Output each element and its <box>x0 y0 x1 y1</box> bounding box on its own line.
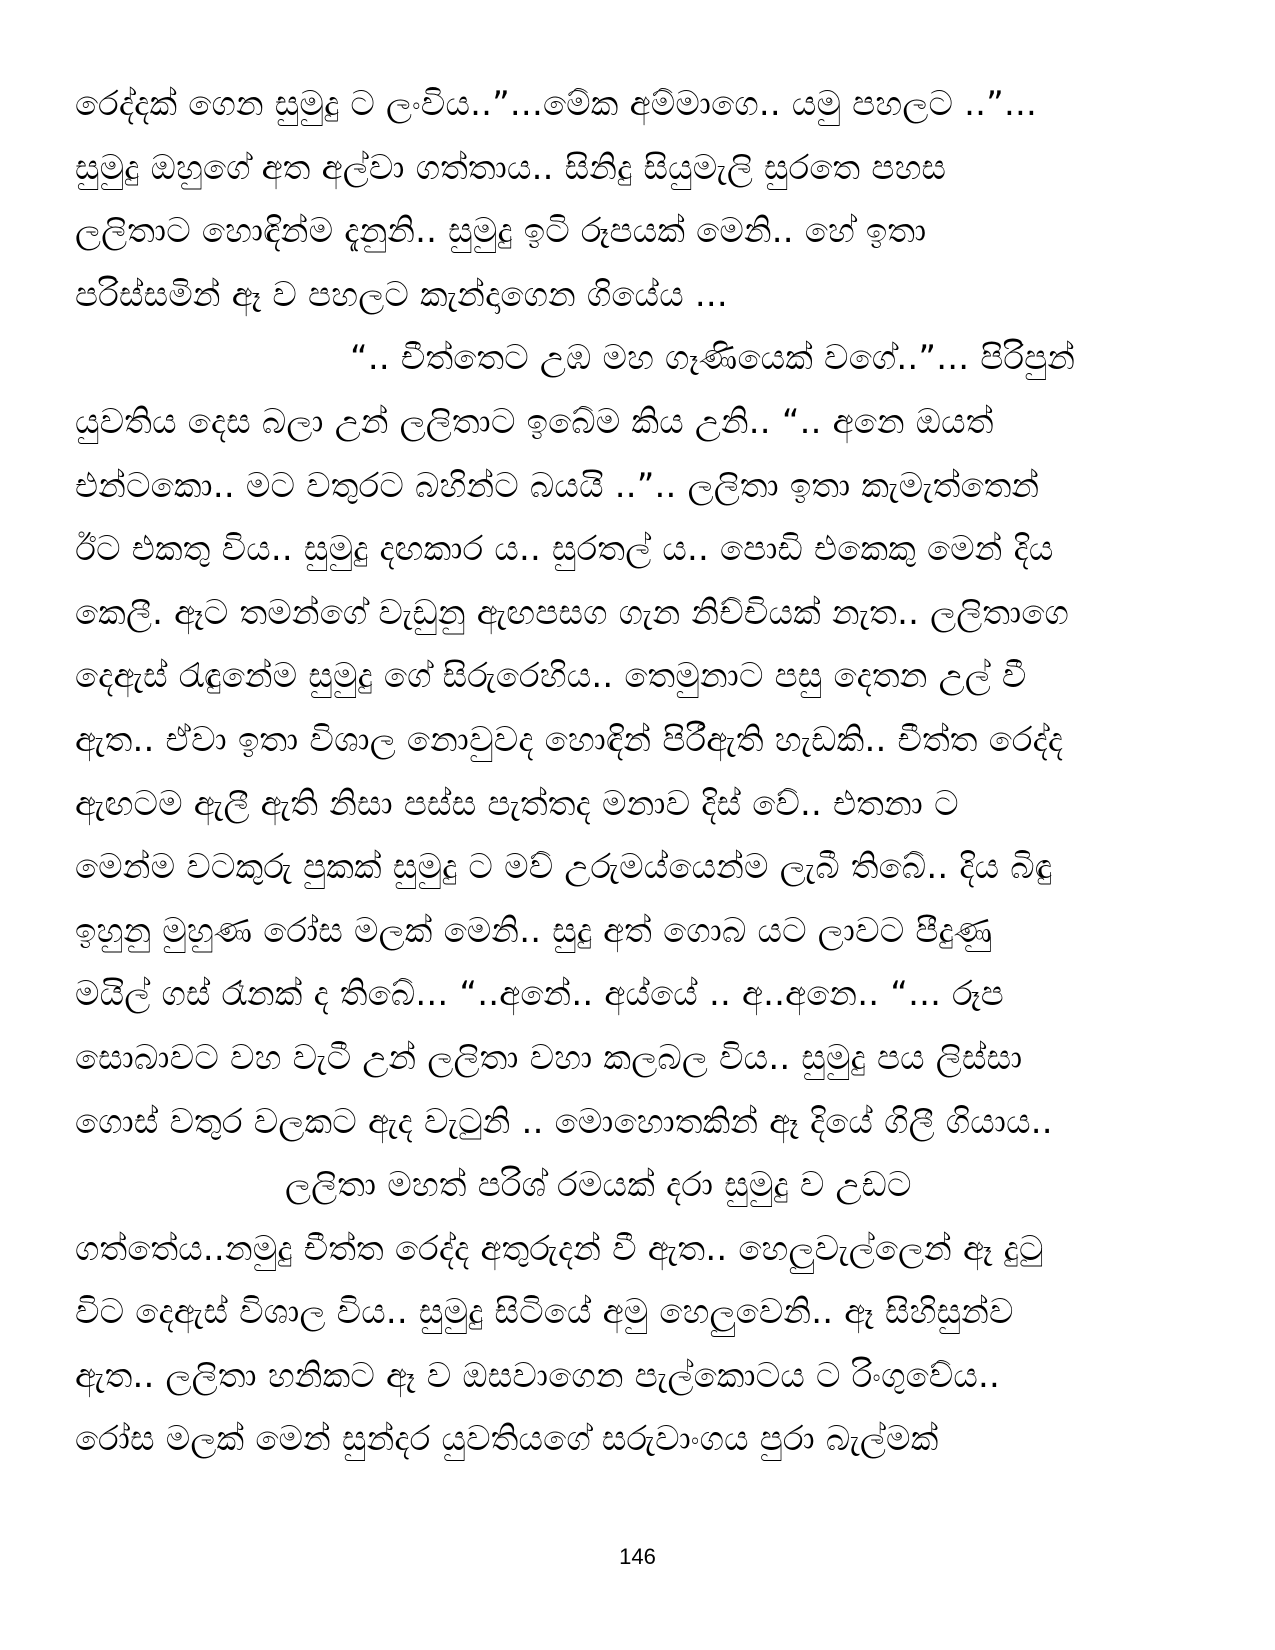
text-line: ලලිතා මහත් පරිශ් රමයක් දරා සුමුදු ව උඩට <box>285 1165 912 1206</box>
text-line: “.. චීත්තෙට උඹ මහ ගෑණියෙක් වගේ..”... පිරිපුන් <box>350 338 1076 379</box>
text-line: එන්ටකො.. මට වතුරට බහින්ට බයයි ..”.. ලලිතා ඉතා කැමැත්තෙන් <box>75 465 1040 506</box>
text-line: ගොස් වතුර වලකට ඇද වැටුනි .. මොහොතකින් ඈ දියේ ගිලී ගියාය.. <box>75 1101 1053 1142</box>
text-line: කෙලී. ඈට තමන්ගේ වැඩුනු ඇඟපසග ගැන නිච්චියක් නැත.. ලලිතාගෙ <box>75 592 1070 633</box>
text-line: දෙඇස් රැඳුනේම සුමුදු ගේ සිරුරෙහිය.. තෙමුනාට පසු දෙතන උල් වී <box>75 656 1027 697</box>
text-line: පරිස්සමින් ඈ ව පහලට කැන්දාගෙන ගියේය ... <box>75 274 728 315</box>
text-line: මෙන්ම වටකුරු පුකක් සුමුදු ට මව් උරුමය්යෙන්ම ලැබී තිබේ.. දිය බිඳු <box>75 847 1053 888</box>
text-line: රෝස මලක් මෙන් සුන්දර යුවතියගේ සරුවාංගය පුරා බැල්මක් <box>75 1419 939 1460</box>
text-line: ඇත.. ඒවා ඉතා විශාල නොවුවද හොඳින් පිරීඇති හැඩකි.. චීත්ත රෙද්ද <box>75 719 1064 760</box>
page-number: 146 <box>619 1544 656 1569</box>
text-line: මයිල් ගස් රෑනක් ද තිබේ... “..අනේ.. අය්යේ .. අ..අනෙ.. “... රූප <box>75 974 1004 1015</box>
text-line: යුවතිය දෙස බලා උන් ලලිතාට ඉබේම කිය උනි.. “.. අනෙ ඔයත් <box>75 401 994 442</box>
text-line: ඊට එකතු විය.. සුමුදු දඟකාර ය.. සුරතල් ය.. පොඩි එකෙකු මෙන් දිය <box>75 529 1054 570</box>
text-line: ඇඟටම ඇලී ඇති නිසා පස්ස පැත්තද මනාව දිස් වේ.. එතනා ට <box>75 783 959 824</box>
text-line: ඇත.. ලලිතා හනිකට ඈ ව ඔසවාගෙන පැල්කොටය ට රිංගුවේය.. <box>75 1355 1001 1396</box>
text-line: සොබාවට වහ වැටී උන් ලලිතා වහා කලබල විය.. සුමුදු පය ලිස්සා <box>75 1037 1023 1078</box>
text-line: සුමුදු ඔහුගේ අත අල්වා ගත්තාය.. සිනිදු සියුමැලි සුරතෙ පහස <box>75 147 947 188</box>
text-line: ලලිතාට හොඳින්ම දැනුනි.. සුමුදු ඉටි රූපයක් මෙනි.. හේ ඉතා <box>75 211 927 252</box>
text-line: ගත්තේය..නමුදු චීත්ත රෙද්ද අතුරුදන් වී ඇත.. හෙලුවැල්ලෙන් ඈ දුටු <box>75 1228 1044 1269</box>
body-text <box>75 73 1200 1472</box>
text-line: රෙද්දක් ගෙන සුමුදු ට ලංවිය..”...මේක අම්මාගෙ.. යමු පහලට ..”... <box>75 84 1037 124</box>
text-line: ඉහුනු මුහුණ රෝස මලක් මෙනි.. සුදු අත් ගොබ යට ලාවට පීදුණු <box>75 910 993 951</box>
text-line: විට දෙඇස් විශාල විය.. සුමුදු සිටියේ අමු හෙලුවෙනි.. ඈ සිහිසුන්ව <box>75 1292 1014 1333</box>
